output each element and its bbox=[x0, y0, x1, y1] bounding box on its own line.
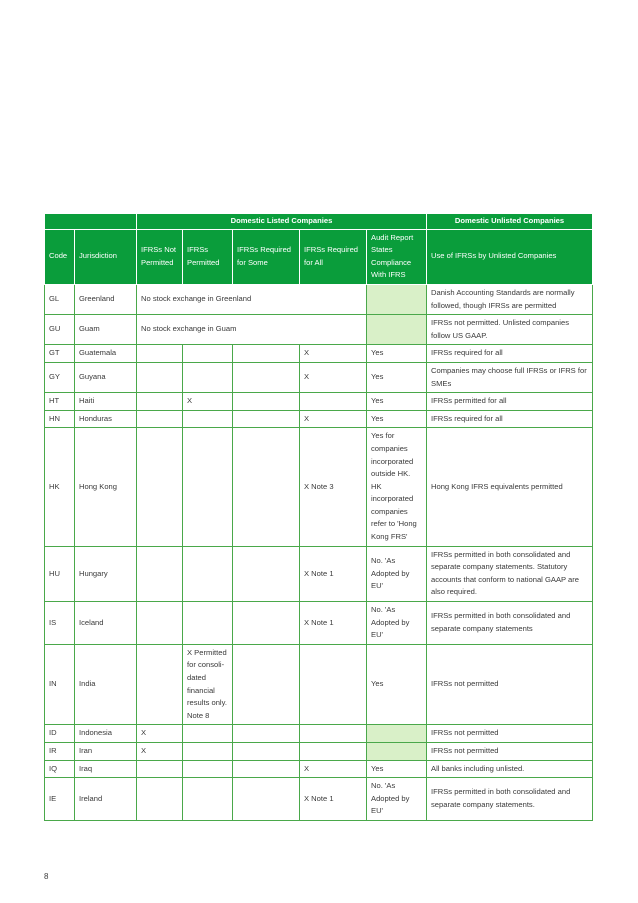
cell-required-all bbox=[300, 725, 367, 743]
cell-not-permitted bbox=[137, 345, 183, 363]
cell-required-all: X Note 3 bbox=[300, 428, 367, 546]
cell-required-some bbox=[233, 725, 300, 743]
page-number: 8 bbox=[44, 872, 49, 881]
cell-audit: No. 'As Adopted by EU' bbox=[367, 602, 427, 645]
cell-required-all bbox=[300, 644, 367, 725]
cell-audit bbox=[367, 284, 427, 314]
cell-code: IS bbox=[45, 602, 75, 645]
cell-unlisted-use: IFRSs permitted in both consolidated and separate company statements bbox=[427, 602, 593, 645]
cell-jurisdiction: Haiti bbox=[75, 393, 137, 411]
table-row bbox=[45, 546, 593, 601]
cell-permitted: X Permitted for consoli-dated financial results only. Note 8 bbox=[183, 644, 233, 725]
group-header-row bbox=[45, 214, 593, 230]
cell-code: IE bbox=[45, 778, 75, 821]
table-row bbox=[45, 778, 593, 821]
cell-unlisted-use: Danish Accounting Standards are normally followed, though IFRSs are permitted bbox=[427, 284, 593, 314]
cell-required-some bbox=[233, 644, 300, 725]
col-header-required-all: IFRSs Required for All bbox=[300, 229, 367, 284]
cell-audit bbox=[367, 725, 427, 743]
cell-not-permitted bbox=[137, 602, 183, 645]
col-header-code: Code bbox=[45, 229, 75, 284]
cell-unlisted-use: IFRSs not permitted bbox=[427, 742, 593, 760]
cell-permitted bbox=[183, 778, 233, 821]
cell-required-some bbox=[233, 362, 300, 392]
cell-jurisdiction: Iran bbox=[75, 742, 137, 760]
cell-code: GL bbox=[45, 284, 75, 314]
table-row bbox=[45, 725, 593, 743]
table-row bbox=[45, 315, 593, 345]
cell-required-some bbox=[233, 410, 300, 428]
cell-code: GU bbox=[45, 315, 75, 345]
cell-unlisted-use: IFRSs not permitted bbox=[427, 725, 593, 743]
cell-required-some bbox=[233, 742, 300, 760]
cell-required-all: X bbox=[300, 362, 367, 392]
cell-permitted bbox=[183, 410, 233, 428]
cell-unlisted-use: IFRSs required for all bbox=[427, 410, 593, 428]
table-row bbox=[45, 284, 593, 314]
col-header-jurisdiction: Jurisdiction bbox=[75, 229, 137, 284]
table-body bbox=[45, 284, 593, 820]
cell-audit: Yes bbox=[367, 362, 427, 392]
cell-required-some bbox=[233, 778, 300, 821]
table-row bbox=[45, 410, 593, 428]
cell-audit: Yes bbox=[367, 393, 427, 411]
cell-unlisted-use: IFRSs not permitted. Unlisted companies follow US GAAP. bbox=[427, 315, 593, 345]
cell-required-some bbox=[233, 345, 300, 363]
cell-unlisted-use: IFRSs not permitted bbox=[427, 644, 593, 725]
cell-unlisted-use: IFRSs required for all bbox=[427, 345, 593, 363]
col-header-not-permitted: IFRSs Not Permitted bbox=[137, 229, 183, 284]
cell-required-some bbox=[233, 546, 300, 601]
cell-jurisdiction: Guyana bbox=[75, 362, 137, 392]
cell-permitted bbox=[183, 546, 233, 601]
cell-code: GY bbox=[45, 362, 75, 392]
cell-audit: No. 'As Adopted by EU' bbox=[367, 546, 427, 601]
cell-permitted bbox=[183, 345, 233, 363]
cell-jurisdiction: Greenland bbox=[75, 284, 137, 314]
cell-jurisdiction: Hungary bbox=[75, 546, 137, 601]
cell-jurisdiction: Ireland bbox=[75, 778, 137, 821]
cell-unlisted-use: IFRSs permitted in both consolidated and separate company statements. bbox=[427, 778, 593, 821]
cell-required-all: X bbox=[300, 345, 367, 363]
cell-audit: Yes for companies incorporated outside HK. HK incorporated companies refer to 'Hong Kong FRS' bbox=[367, 428, 427, 546]
ifrs-jurisdiction-table bbox=[44, 213, 593, 821]
cell-audit: Yes bbox=[367, 345, 427, 363]
cell-jurisdiction: Hong Kong bbox=[75, 428, 137, 546]
cell-permitted bbox=[183, 742, 233, 760]
cell-unlisted-use: IFRSs permitted in both consolidated and separate company statements. Statutory accounts that conform to national GAAP are also required. bbox=[427, 546, 593, 601]
cell-required-some bbox=[233, 760, 300, 778]
cell-not-permitted bbox=[137, 778, 183, 821]
col-header-unlisted-use: Use of IFRSs by Unlisted Companies bbox=[427, 229, 593, 284]
cell-permitted bbox=[183, 602, 233, 645]
table-row bbox=[45, 345, 593, 363]
cell-jurisdiction: Honduras bbox=[75, 410, 137, 428]
col-header-audit: Audit Report States Compliance With IFRS bbox=[367, 229, 427, 284]
cell-jurisdiction: Iraq bbox=[75, 760, 137, 778]
cell-code: IR bbox=[45, 742, 75, 760]
cell-not-permitted bbox=[137, 362, 183, 392]
cell-required-some bbox=[233, 602, 300, 645]
cell-not-permitted bbox=[137, 760, 183, 778]
cell-merged-note: No stock exchange in Greenland bbox=[137, 284, 367, 314]
table-row bbox=[45, 393, 593, 411]
cell-code: HN bbox=[45, 410, 75, 428]
cell-required-some bbox=[233, 393, 300, 411]
group-header-listed: Domestic Listed Companies bbox=[137, 214, 427, 230]
group-header-blank bbox=[45, 214, 137, 230]
cell-audit: Yes bbox=[367, 644, 427, 725]
column-header-row bbox=[45, 229, 593, 284]
group-header-unlisted: Domestic Unlisted Companies bbox=[427, 214, 593, 230]
table-row bbox=[45, 760, 593, 778]
cell-required-all bbox=[300, 742, 367, 760]
cell-permitted: X bbox=[183, 393, 233, 411]
cell-required-all bbox=[300, 393, 367, 411]
table-row bbox=[45, 644, 593, 725]
cell-jurisdiction: Guatemala bbox=[75, 345, 137, 363]
cell-permitted bbox=[183, 725, 233, 743]
cell-not-permitted bbox=[137, 546, 183, 601]
cell-merged-note: No stock exchange in Guam bbox=[137, 315, 367, 345]
cell-required-some bbox=[233, 428, 300, 546]
col-header-permitted: IFRSs Permitted bbox=[183, 229, 233, 284]
col-header-required-some: IFRSs Required for Some bbox=[233, 229, 300, 284]
cell-permitted bbox=[183, 362, 233, 392]
cell-unlisted-use: All banks including unlisted. bbox=[427, 760, 593, 778]
cell-code: HK bbox=[45, 428, 75, 546]
cell-unlisted-use: Companies may choose full IFRSs or IFRS for SMEs bbox=[427, 362, 593, 392]
cell-code: HT bbox=[45, 393, 75, 411]
cell-code: ID bbox=[45, 725, 75, 743]
cell-permitted bbox=[183, 428, 233, 546]
cell-required-all: X Note 1 bbox=[300, 602, 367, 645]
cell-code: IN bbox=[45, 644, 75, 725]
cell-audit: Yes bbox=[367, 410, 427, 428]
cell-code: HU bbox=[45, 546, 75, 601]
table-row bbox=[45, 428, 593, 546]
cell-required-all: X Note 1 bbox=[300, 778, 367, 821]
table-row bbox=[45, 742, 593, 760]
cell-audit bbox=[367, 742, 427, 760]
cell-not-permitted: X bbox=[137, 725, 183, 743]
cell-audit: Yes bbox=[367, 760, 427, 778]
cell-unlisted-use: Hong Kong IFRS equivalents permitted bbox=[427, 428, 593, 546]
cell-jurisdiction: Iceland bbox=[75, 602, 137, 645]
cell-required-all: X Note 1 bbox=[300, 546, 367, 601]
cell-code: GT bbox=[45, 345, 75, 363]
table-row bbox=[45, 602, 593, 645]
cell-audit bbox=[367, 315, 427, 345]
cell-not-permitted: X bbox=[137, 742, 183, 760]
cell-audit: No. 'As Adopted by EU' bbox=[367, 778, 427, 821]
cell-permitted bbox=[183, 760, 233, 778]
cell-not-permitted bbox=[137, 428, 183, 546]
cell-jurisdiction: Indonesia bbox=[75, 725, 137, 743]
table-row bbox=[45, 362, 593, 392]
cell-jurisdiction: Guam bbox=[75, 315, 137, 345]
cell-not-permitted bbox=[137, 393, 183, 411]
cell-required-all: X bbox=[300, 410, 367, 428]
cell-required-all: X bbox=[300, 760, 367, 778]
cell-not-permitted bbox=[137, 410, 183, 428]
cell-jurisdiction: India bbox=[75, 644, 137, 725]
cell-unlisted-use: IFRSs permitted for all bbox=[427, 393, 593, 411]
cell-code: IQ bbox=[45, 760, 75, 778]
cell-not-permitted bbox=[137, 644, 183, 725]
